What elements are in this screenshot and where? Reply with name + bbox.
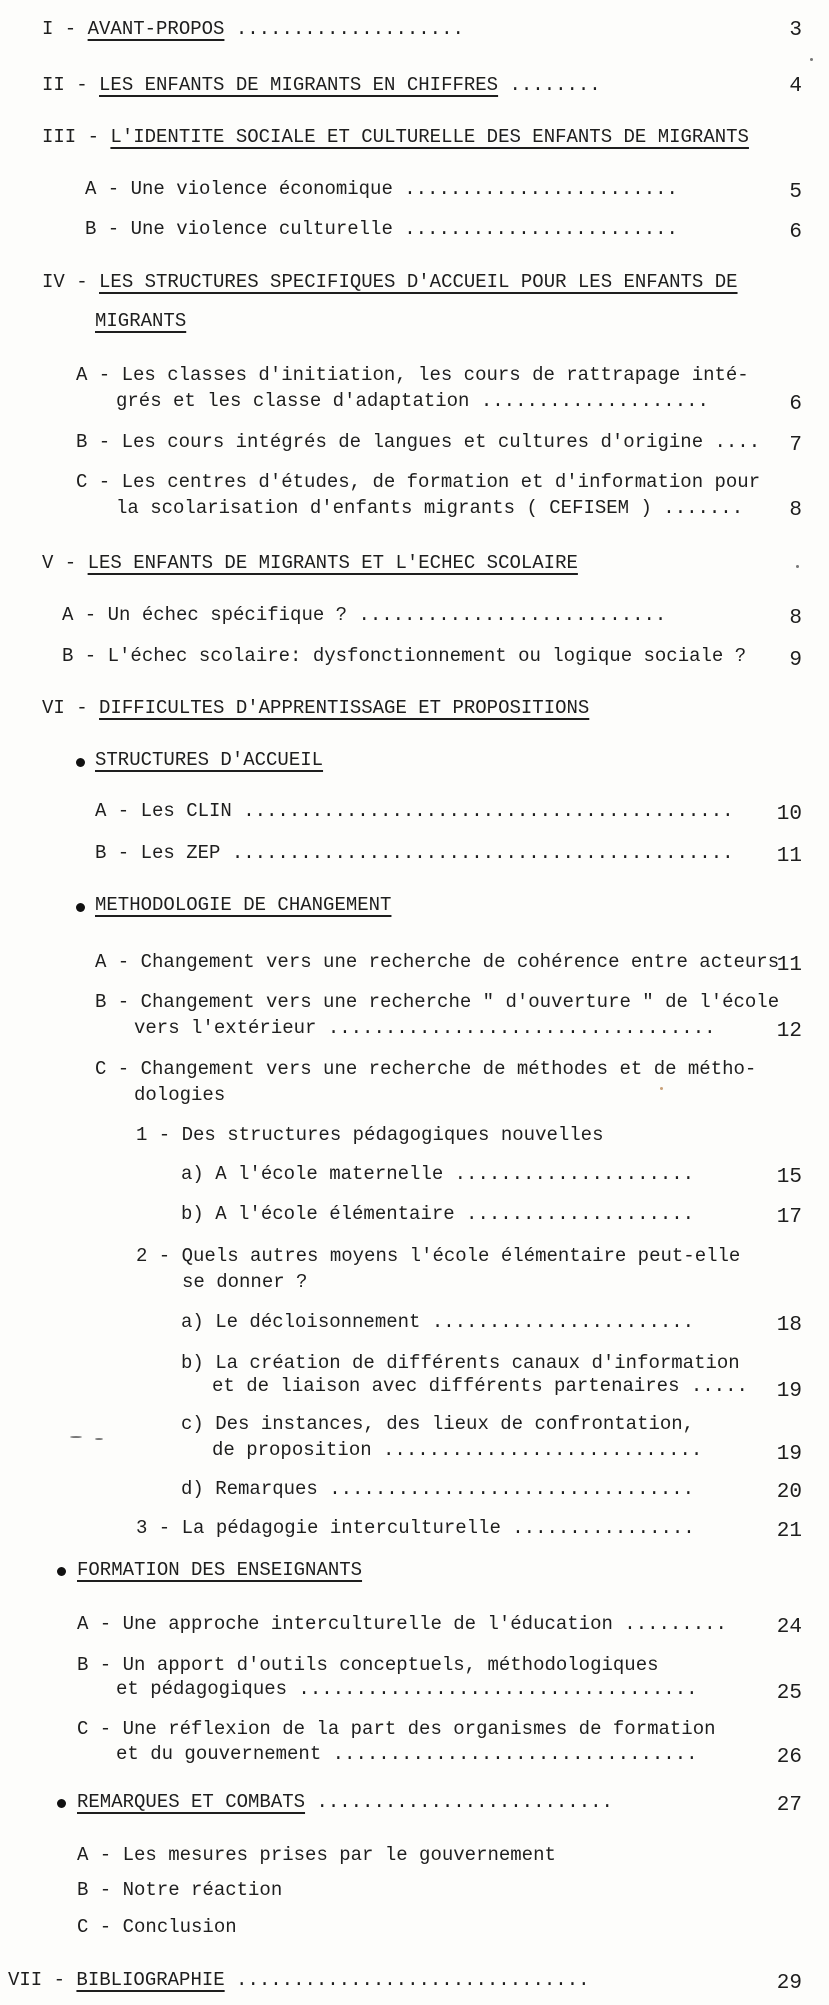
page-number: 6 xyxy=(789,221,802,244)
subsection-remarques xyxy=(77,1791,613,1813)
toc-item: B - Les ZEP ............................................ xyxy=(95,842,734,864)
scan-speck xyxy=(95,1438,103,1440)
toc-item: B - Notre réaction xyxy=(77,1879,283,1901)
scan-speck xyxy=(796,565,799,568)
section-number: VI - xyxy=(42,697,100,719)
scan-speck xyxy=(810,58,813,61)
toc-subitem-continued: et de liaison avec différents partenaires ..... xyxy=(212,1375,748,1397)
section-number: V - xyxy=(42,552,88,574)
toc-item: B - Un apport d'outils conceptuels, méthodologiques xyxy=(77,1654,659,1676)
page-number: 29 xyxy=(776,1972,802,1995)
toc-item: B - L'échec scolaire: dysfonctionnement ou logique sociale ? xyxy=(62,645,747,667)
toc-item-continued: dologies xyxy=(134,1084,226,1106)
toc-item: A - Les classes d'initiation, les cours de rattrapage inté- xyxy=(76,364,749,386)
toc-item: C - Conclusion xyxy=(77,1916,237,1938)
dot-leader: ............................... xyxy=(224,1969,590,1991)
toc-item: A - Un échec spécifique ? ........................... xyxy=(62,604,667,626)
subsection-title-remarques: REMARQUES ET COMBATS xyxy=(77,1791,306,1813)
dot-leader: .......................... xyxy=(305,1791,613,1813)
toc-section-6 xyxy=(42,697,589,719)
toc-subitem: d) Remarques ................................ xyxy=(181,1478,695,1500)
toc-item-continued: grés et les classe d'adaptation .................... xyxy=(116,390,709,412)
subsection-title-structures: STRUCTURES D'ACCUEIL xyxy=(95,749,324,771)
toc-subitem: b) La création de différents canaux d'information xyxy=(181,1352,740,1374)
page-number: 20 xyxy=(776,1481,802,1504)
page-number: 12 xyxy=(776,1020,802,1043)
dot-leader: .................... xyxy=(224,18,464,40)
toc-section-5 xyxy=(42,552,578,574)
section-title: LES STRUCTURES SPECIFIQUES D'ACCUEIL POUR LES ENFANTS DE xyxy=(99,271,738,293)
section-title: LES ENFANTS DE MIGRANTS EN CHIFFRES xyxy=(99,74,499,96)
page-number: 5 xyxy=(789,181,802,204)
page-number: 7 xyxy=(789,434,802,457)
toc-item: A - Les CLIN ........................................... xyxy=(95,800,734,822)
toc-item-continued: et pédagogiques ................................... xyxy=(116,1678,698,1700)
scan-speck xyxy=(70,1436,82,1438)
toc-item: A - Changement vers une recherche de cohérence entre acteurs xyxy=(95,951,780,973)
page-number: 25 xyxy=(776,1682,802,1705)
subsection-title-methodologie: METHODOLOGIE DE CHANGEMENT xyxy=(95,894,392,916)
toc-subitem: b) A l'école élémentaire .................... xyxy=(181,1203,695,1225)
page-number: 6 xyxy=(789,393,802,416)
page-number: 10 xyxy=(776,803,802,826)
toc-subitem-heading: 1 - Des structures pédagogiques nouvelles xyxy=(136,1124,604,1146)
page-number: 19 xyxy=(776,1443,802,1466)
toc-item: C - Une réflexion de la part des organismes de formation xyxy=(77,1718,716,1740)
toc-item: C - Changement vers une recherche de méthodes et de métho- xyxy=(95,1058,757,1080)
toc-subitem: c) Des instances, des lieux de confrontation, xyxy=(181,1413,695,1435)
section-title: AVANT-PROPOS xyxy=(87,18,225,40)
bullet-icon xyxy=(57,1799,66,1808)
page-number: 4 xyxy=(789,75,802,98)
toc-section-4 xyxy=(42,271,738,293)
page-number: 8 xyxy=(789,607,802,630)
toc-subitem-heading: 2 - Quels autres moyens l'école élémentaire peut-elle xyxy=(136,1245,741,1267)
page-number: 24 xyxy=(776,1616,802,1639)
section-number: I - xyxy=(42,18,88,40)
section-number: VII - xyxy=(8,1969,77,1991)
page-number: 17 xyxy=(776,1206,802,1229)
toc-item: A - Une violence économique ........................ xyxy=(85,178,678,200)
toc-item: A - Les mesures prises par le gouvernement xyxy=(77,1844,556,1866)
page-number: 9 xyxy=(789,649,802,672)
toc-subitem: a) A l'école maternelle ..................... xyxy=(181,1163,695,1185)
section-title: L'IDENTITE SOCIALE ET CULTURELLE DES ENFANTS DE MIGRANTS xyxy=(110,126,749,148)
toc-item-continued: vers l'extérieur .................................. xyxy=(134,1017,716,1039)
toc-item-continued: et du gouvernement ................................ xyxy=(116,1743,698,1765)
page-number: 27 xyxy=(776,1794,802,1817)
bullet-icon xyxy=(57,1567,66,1576)
toc-section-2 xyxy=(42,74,601,96)
bullet-icon xyxy=(76,758,85,767)
section-title: DIFFICULTES D'APPRENTISSAGE ET PROPOSITIONS xyxy=(99,697,590,719)
toc-subitem-continued: de proposition ............................ xyxy=(212,1439,703,1461)
page-number: 15 xyxy=(776,1166,802,1189)
toc-item: B - Changement vers une recherche " d'ouverture " de l'école xyxy=(95,991,780,1013)
section-title-continued: MIGRANTS xyxy=(95,310,187,332)
bullet-icon xyxy=(76,903,85,912)
toc-section-3 xyxy=(42,126,749,148)
section-number: II - xyxy=(42,74,100,96)
section-number: IV - xyxy=(42,271,100,293)
page-number: 19 xyxy=(776,1380,802,1403)
toc-item: A - Une approche interculturelle de l'éducation ......... xyxy=(77,1613,727,1635)
toc-item: C - Les centres d'études, de formation et d'information pour xyxy=(76,471,761,493)
page-number: 3 xyxy=(789,19,802,42)
scan-speck xyxy=(660,1087,663,1090)
toc-subitem-heading-continued: se donner ? xyxy=(182,1271,308,1293)
toc-item: B - Les cours intégrés de langues et cultures d'origine .... xyxy=(76,431,761,453)
section-number: III - xyxy=(42,126,111,148)
toc-section-7 xyxy=(8,1969,590,1991)
subsection-title-formation: FORMATION DES ENSEIGNANTS xyxy=(77,1559,363,1581)
page-number: 8 xyxy=(789,499,802,522)
section-title: BIBLIOGRAPHIE xyxy=(76,1969,225,1991)
section-title: LES ENFANTS DE MIGRANTS ET L'ECHEC SCOLAIRE xyxy=(87,552,578,574)
toc-subitem-heading: 3 - La pédagogie interculturelle ................ xyxy=(136,1517,695,1539)
page-number: 11 xyxy=(776,954,802,977)
toc-subitem: a) Le décloisonnement ....................... xyxy=(181,1311,695,1333)
toc-item-continued: la scolarisation d'enfants migrants ( CEFISEM ) ....... xyxy=(116,497,744,519)
page-number: 11 xyxy=(776,845,802,868)
page-number: 18 xyxy=(776,1314,802,1337)
toc-item: B - Une violence culturelle ........................ xyxy=(85,218,678,240)
page-number: 26 xyxy=(776,1746,802,1769)
page-number: 21 xyxy=(776,1520,802,1543)
toc-section-1 xyxy=(42,18,464,40)
dot-leader: ........ xyxy=(498,74,601,96)
